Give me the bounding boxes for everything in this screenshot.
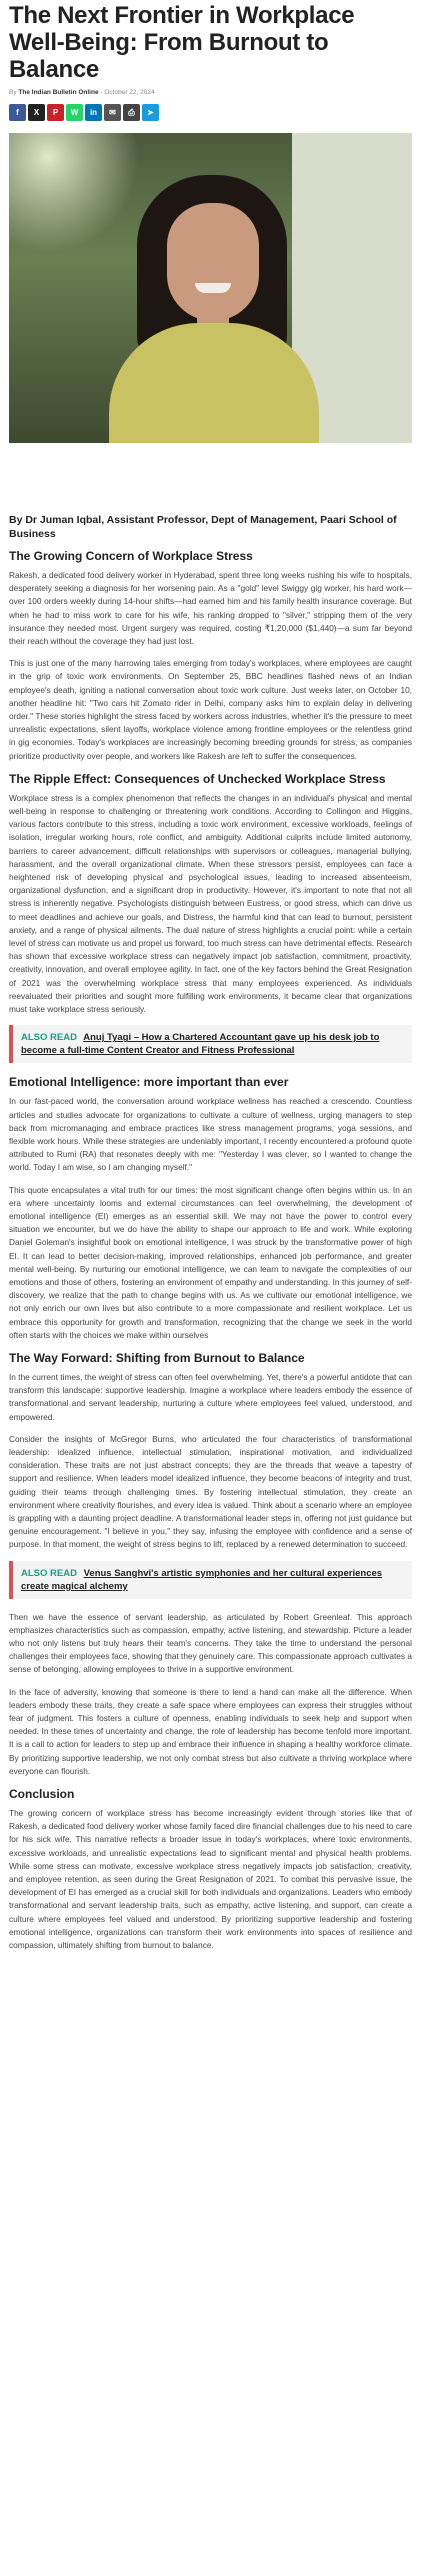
hero-image	[9, 133, 412, 443]
section-heading-way-forward: The Way Forward: Shifting from Burnout to Balance	[9, 1350, 305, 1365]
section-heading-emotional-intelligence: Emotional Intelligence: more important than ever	[9, 1075, 289, 1090]
also-read-link[interactable]: Anuj Tyagi – How a Chartered Accountant gave up his desk job to become a full-time Content Creator and Fitness Professional	[21, 1032, 380, 1057]
byline-prefix: By	[9, 89, 17, 96]
paragraph: In the current times, the weight of stress can often feel overwhelming. Yet, there's a powerful antidote that can transform this landscape: supportive leadership. Imagine a workplace where leaders embody the essence of transformational and servant leadership, nurturing a culture where employees feel valued, understood, and empowered.	[9, 1371, 412, 1422]
telegram-icon[interactable]: ➤	[142, 104, 159, 121]
author-credit: By Dr Juman Iqbal, Assistant Professor, Dept of Management, Paari School of Business	[9, 514, 397, 540]
whatsapp-icon[interactable]: W	[66, 104, 83, 121]
paragraph: Workplace stress is a complex phenomenon that reflects the changes in an individual's physical and mental well-being in response to challenging or threatening work conditions. According to Collingon and Higgins, various factors contribute to this stress, including a toxic work environment, excessive workloads, feelings of isolation, irregular working hours, role conflict, and ambiguity. Additional culprits include limited autonomy, barriers to career advancement, difficult relationships with supervisors or colleagues, managerial bullying, harassment, and the overall organizational climate. When these stressors persist, employees can face a heightened risk of developing physical and psychological issues, leading to increased absenteeism, organizational dysfunction, and a significant drop in productivity. However, it's important to note that not all stress is inherently negative. Psychologists distinguish between Eustress, or good stress, which can drive us to meet deadlines and achieve our goals, and Distress, the harmful kind that can lead to burnout, persistent anxiety, and a range of physical ailments. The dual nature of stress highlights a crucial point: while a certain level of stress can motivate us and propel us forward, too much stress can have detrimental effects. Research has shown that excessive workplace stress can negatively impact job satisfaction, commitment, proactivity, creativity, innovation, and overall employee agility. In fact, one of the key factors behind the Great Resignation of 2021 was the overwhelming workplace stress that many employees experienced. As individuals reevaluated their priorities and sought more fulfilling work environments, it became clear that organizations must take workplace stress seriously.	[9, 792, 412, 1015]
article	[0, 2, 421, 1952]
paragraph: The growing concern of workplace stress has become increasingly evident through stories like that of Rakesh, a dedicated food delivery worker whose family faced dire financial challenges due to his need to care for his sick wife. This narrative reflects a broader issue in today's workplaces, where toxic environments, excessive workloads, and unrealistic expectations lead to significant mental and physical health problems. While some stress can motivate, excessive workplace stress negatively impacts job satisfaction, creativity, and employee retention, as seen during the Great Resignation of 2021. To combat this pervasive issue, the development of EI has emerged as a crucial skill for both individuals and organizations. Leaders who embody transformational and servant leadership traits, such as empathy, active listening, and support, can create a culture where employees feel valued and understood. By prioritizing supportive leadership and fostering emotional intelligence, organizations can transform their work environments into spaces of resilience and compassion, ultimately shifting from burnout to balance.	[9, 1808, 412, 1951]
section-heading-growing-concern: The Growing Concern of Workplace Stress	[9, 549, 253, 563]
facebook-icon[interactable]: f	[9, 104, 26, 121]
paragraph: Rakesh, a dedicated food delivery worker in Hyderabad, spent three long weeks rushing his wife to hospitals, desperately seeking a diagnosis for her worsening pain. As a "gold" level Swiggy gig worker, his hard work—over 100 orders weekly during 14-hour shifts—had earned him and his family health insurance coverage. But when he had to miss work to care for his wife, his ranking dropped to "silver," stripping them of the very insurance they needed most. Urgent surgery was required, costing ₹1,20,000 ($1,440)—a sum far beyond their reach without the coverage they had just lost.	[9, 570, 412, 647]
also-read-label: ALSO READ	[21, 1032, 77, 1044]
byline-separator: -	[98, 89, 105, 96]
paragraph: Then we have the essence of servant leadership, as articulated by Robert Greenleaf. This approach emphasizes characteristics such as compassion, empathy, active listening, and stewardship. Picture a leader who not only listens but truly hears their team's concerns. They take the time to understand the personal challenges their employees face, showing that they genuinely care. This compassionate approach cultivates a sense of belonging, allowing employees to thrive in a supportive environment.	[9, 1611, 412, 1675]
also-read-box	[9, 1561, 412, 1599]
byline-author-link[interactable]: The Indian Bulletin Online	[18, 89, 99, 96]
paragraph: Consider the insights of McGregor Burns, who articulated the four characteristics of transformational leadership: idealized influence, intellectual stimulation, inspirational motivation, and individualized consideration. These traits are not just abstract concepts; they are the threads that weave a tapestry of support and resilience. When leaders model idealized influence, they become beacons of integrity and trust, guiding their teams through challenging times. By fostering intellectual stimulation, they create an environment where creativity flourishes, and every idea is valued. Think about a scenario where an employee is grappling with a daunting project deadline. A transformational leader steps in, offering not just guidance but genuine encouragement. "I believe in you," they say, infusing the employee with confidence and a sense of purpose. In that moment, the weight of stress begins to lift, replaced by a renewed determination to succeed.	[9, 1433, 412, 1550]
section-heading-conclusion: Conclusion	[9, 1787, 75, 1802]
x-twitter-icon[interactable]: X	[28, 104, 45, 121]
paragraph: This is just one of the many harrowing tales emerging from today's workplaces, where employees are caught in the grip of toxic work environments. On September 25, BBC headlines flashed news of an Indian employee's death, igniting a national conversation about toxic work culture. Just weeks later, on October 10, another headline hit: "Two cars hit Zomato rider in Delhi, company asks him to explain delay in delivering order." These stories highlight the stress faced by workers across industries, whether it's the pressure to meet unrealistic expectations, silent layoffs, workplace violence among frontline employees or the relentless grind in gig economies. Today's workplaces are increasingly becoming breeding grounds for stress, as companies prioritize productivity over people, and workers like Rakesh are left to suffer the consequences.	[9, 658, 412, 761]
article-title: The Next Frontier in Workplace Well-Being: From Burnout to Balance	[9, 2, 355, 83]
also-read-link[interactable]: Venus Sanghvi's artistic symphonies and her cultural experiences create magical alchemy	[21, 1567, 383, 1592]
linkedin-icon[interactable]: in	[85, 104, 102, 121]
email-icon[interactable]: ✉	[104, 104, 121, 121]
byline	[9, 89, 412, 96]
paragraph: This quote encapsulates a vital truth for our times: the most significant change often begins within us. In an era where uncertainty looms and external circumstances can feel overwhelming, the development of emotional intelligence (EI) emerges as an essential skill. We may not have the power to control every situation we encounter, but we do have the ability to shape our approach to life and work. While exploring Daniel Goleman's insightful book on emotional intelligence, I was struck by the transformative power of high EI. It can lead to better decision-making, improved relationships, enhanced job performance, and greater mental well-being. By nurturing our emotional intelligence, we can learn to navigate the complexities of our emotions and those of others, fostering an environment of empathy and understanding. In this journey of self-discovery, we realize that the path to change begins with us. As we cultivate our emotional intelligence, we not only enrich our own lives but also contribute to a more compassionate and resilient workplace. Let us embrace this opportunity for growth and transformation, recognizing that the change we seek in the world often starts with the choices we make within ourselves	[9, 1184, 412, 1340]
share-bar	[9, 104, 412, 121]
byline-date: October 22, 2024	[104, 89, 155, 96]
paragraph: In the face of adversity, knowing that someone is there to lend a hand can make all the difference. When leaders embody these traits, they create a safe space where employees can express their struggles without fear of judgment. This fosters a culture of openness, enabling individuals to seek help and support when needed. In these times of uncertainty and change, the role of leadership has become tenfold more important. It is a call to action for leaders to step up and embrace their influence in shaping a healthy workforce climate. By prioritizing supportive leadership, we not only combat stress but also cultivate a thriving workplace where everyone can flourish.	[9, 1686, 412, 1776]
paragraph: In our fast-paced world, the conversation around workplace wellness has reached a crescendo. Countless articles and studies advocate for organizations to cultivate a culture of wellness, urging managers to step back from micromanaging and embrace practices like stress management programs, yoga sessions, and flexible work hours. While these strategies are undeniably important, I recently encountered a profound quote attributed to Rumi (RA) that resonates deeply with me: "Yesterday I was clever, so I wanted to change the world. Today I am wise, so I am changing myself."	[9, 1096, 412, 1173]
pinterest-icon[interactable]: P	[47, 104, 64, 121]
also-read-box	[9, 1025, 412, 1063]
section-heading-ripple-effect: The Ripple Effect: Consequences of Unchecked Workplace Stress	[9, 771, 386, 786]
print-icon[interactable]: ⎙	[123, 104, 140, 121]
also-read-label: ALSO READ	[21, 1567, 77, 1579]
